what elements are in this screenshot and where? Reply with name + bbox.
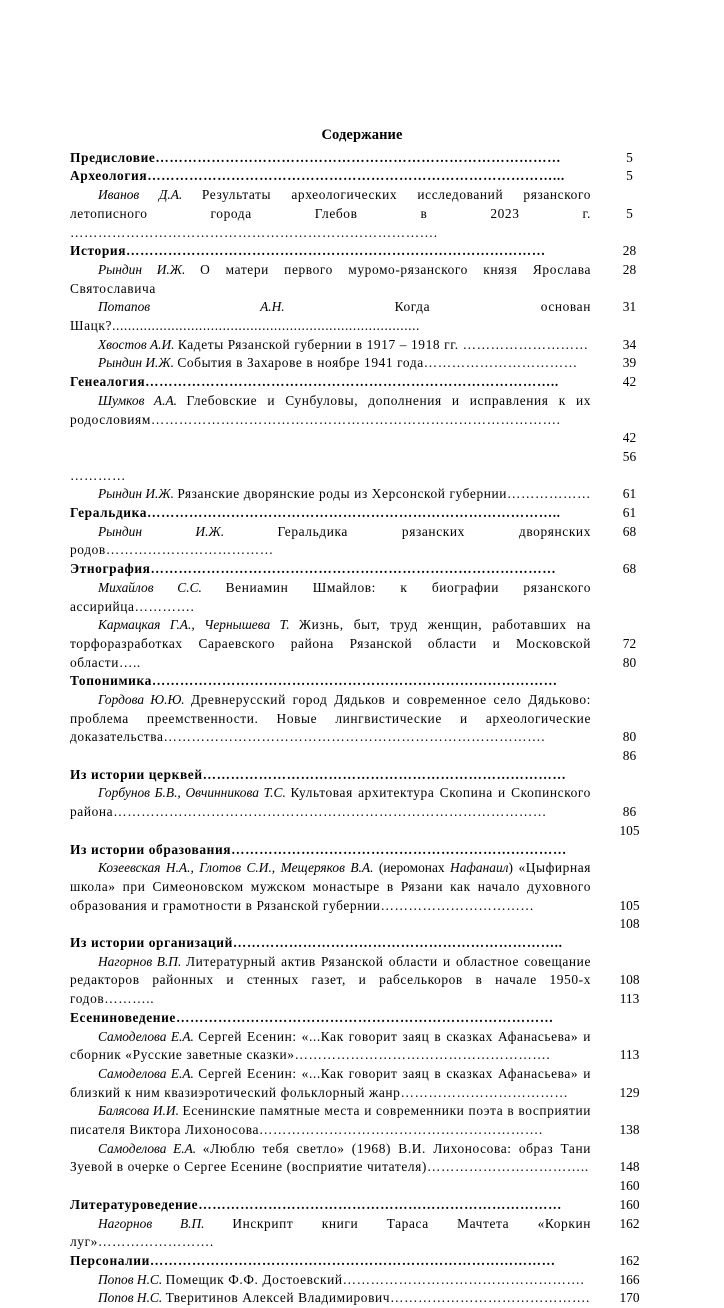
toc-page-number-start: 105 (619, 897, 640, 913)
toc-page-number (591, 953, 654, 1009)
toc-entry-title: Рязанские дворянские роды из Херсонской губернии……………… (177, 486, 591, 502)
toc-page-number (591, 616, 654, 672)
toc-entry-title: Из истории организаций…………………………………………………………….. (70, 935, 563, 950)
toc-entry-title: Археология……………………………………………………………………………... (70, 168, 565, 184)
toc-section-row[interactable] (70, 242, 654, 261)
toc-entry-title: Из истории образования……………………………………………………………… (70, 841, 567, 857)
toc-entry-label (70, 784, 591, 821)
toc-entry-row[interactable] (70, 1289, 654, 1308)
toc-entry-author: Нагорнов В.П. (98, 953, 182, 969)
toc-entry-title: Предисловие…………………………………………………………………………… (70, 149, 562, 165)
toc-page-number (591, 392, 654, 467)
toc-author-note-post: ) (508, 860, 519, 876)
toc-entry-label (70, 616, 591, 672)
toc-entry-row[interactable] (70, 1140, 654, 1196)
toc-entry-row[interactable] (70, 354, 654, 373)
toc-section-row[interactable] (70, 841, 654, 860)
toc-entry-title: Из истории церквей…………………………………………………………………… (70, 766, 567, 782)
toc-entry-row[interactable] (70, 186, 654, 242)
toc-entry-title: «Цыфирная школа» при Симеоновском мужском монастыре в Рязани как начало духовного образования и грамотности в Рязанской губернии…………………………… (70, 860, 592, 913)
toc-author-note-name: Нафанаил (450, 860, 509, 876)
toc-entry-author: Хвостов А.И. (98, 336, 175, 352)
toc-entry-author: Потапов А.Н. (98, 299, 285, 315)
toc-entry-label (70, 934, 591, 953)
toc-page-number-start: 72 (622, 635, 637, 651)
toc-page-number-end: 86 (622, 748, 637, 764)
toc-entry-label (70, 560, 591, 579)
toc-entry-label (70, 523, 591, 560)
toc-page-number-end: 56 (622, 448, 637, 464)
toc-entry-label (70, 242, 591, 261)
toc-list (70, 149, 654, 1308)
toc-entry-row[interactable] (70, 336, 654, 355)
toc-entry-title: Сергей Есенин: «...Как говорит заяц в сказках Афанасьева» и близкий к ним квазиэротический фольклорный жанр……………………………… (70, 1065, 591, 1100)
toc-entry-label (70, 149, 591, 168)
toc-entry-row[interactable] (70, 392, 654, 467)
toc-entry-row[interactable] (70, 579, 654, 616)
toc-entry-author: Самоделова Е.А. (98, 1140, 197, 1156)
table-of-contents (70, 126, 654, 1308)
toc-entry-title: Литературный актив Рязанской области и областное совещание редакторов районных и стенных газет, и рабселькоров в начале 1950-х годов……….. (70, 953, 591, 1007)
toc-entry-row[interactable] (70, 859, 654, 934)
toc-entry-title: Геральдика рязанских дворянских родов……………………………… (70, 523, 591, 558)
toc-page-number-end: 105 (619, 822, 640, 838)
toc-entry-label (70, 1215, 591, 1252)
toc-entry-row[interactable] (70, 784, 654, 840)
toc-entry-label (70, 485, 591, 504)
toc-entry-title: Когда основан Шацк?.............................................................................. (70, 299, 591, 334)
toc-entry-title: Жизнь, быт, труд женщин, работавших на торфоразработках Сараевского района Рязанской области и Московской области….. (70, 617, 591, 670)
toc-leader-fragment (70, 467, 654, 486)
toc-page-number: 162 (619, 1215, 640, 1231)
toc-entry-title: Культовая архитектура Скопина и Скопинского района………………………………………………………………………………… (70, 785, 591, 820)
toc-entry-label (70, 373, 591, 392)
toc-page-number: 5 (626, 168, 633, 184)
toc-page-number: 5 (626, 205, 633, 221)
toc-entry-author: Балясова И.И. (98, 1103, 179, 1119)
toc-section-row[interactable] (70, 934, 654, 953)
toc-page-number-end: 80 (622, 654, 637, 670)
toc-entry-row[interactable] (70, 953, 654, 1009)
toc-entry-row[interactable] (70, 523, 654, 560)
toc-page-number: 28 (622, 243, 637, 259)
toc-page-number: 5 (626, 149, 633, 165)
toc-entry-title: Есенинские памятные места и современники поэта в восприятии писателя Виктора Лихоносова……………………………………………………. (70, 1103, 591, 1138)
toc-entry-title: История……………………………………………………………………………… (70, 243, 546, 259)
toc-section-row[interactable] (70, 672, 654, 691)
toc-entry-title: Вениамин Шмайлов: к биографии рязанского ассирийца…………. (70, 579, 591, 614)
toc-entry-title: Есениноведение……………………………………………………………………… (70, 1009, 554, 1025)
toc-leader-dots: ………… (70, 467, 126, 483)
toc-entry-label (70, 1289, 591, 1308)
toc-entry-label (70, 1028, 591, 1065)
toc-page-number: 129 (619, 1084, 640, 1100)
toc-page-number: 166 (619, 1271, 640, 1287)
toc-entry-row[interactable] (70, 298, 654, 335)
toc-page-number (591, 859, 654, 934)
toc-entry-title: Сергей Есенин: «...Как говорит заяц в сказках Афанасьева» и сборник «Русские заветные сказки»………………………………………………. (70, 1028, 591, 1063)
toc-entry-title: Генеалогия…………………………………………………………………………….. (70, 374, 559, 390)
toc-entry-label (70, 354, 591, 373)
toc-entry-label (70, 953, 591, 1009)
toc-section-row[interactable] (70, 167, 654, 186)
toc-entry-row[interactable] (70, 616, 654, 672)
toc-page-number-start: 80 (622, 729, 637, 745)
toc-entry-label (70, 1140, 591, 1177)
toc-entry-label (70, 859, 591, 915)
toc-entry-label (70, 167, 591, 186)
toc-entry-title: Результаты археологических исследований рязанского летописного города Глебов в 2023 г. ……………………………………………………………………. (70, 187, 592, 240)
toc-entry-author: Рындин И.Ж. (98, 355, 174, 371)
toc-entry-title: Геральдика…………………………………………………………………………….. (70, 505, 561, 520)
toc-section-row[interactable] (70, 560, 654, 579)
toc-entry-label (70, 336, 591, 355)
toc-entry-label (70, 579, 591, 616)
toc-entry-label (70, 841, 591, 860)
toc-entry-row[interactable] (70, 691, 654, 766)
toc-entry-label (70, 1271, 591, 1290)
page-title: Содержание (321, 127, 403, 143)
toc-entry-title: События в Захарове в ноябре 1941 года…………………………… (177, 355, 578, 371)
toc-page-number-start: 42 (622, 430, 637, 446)
toc-entry-row[interactable] (70, 1102, 654, 1139)
toc-entry-author: Рындин И.Ж. (98, 261, 186, 277)
toc-entry-author: Самоделова Е.А. (98, 1065, 194, 1081)
toc-entry-label (70, 1065, 591, 1102)
toc-page-number: 170 (619, 1290, 640, 1306)
toc-entry-label (70, 504, 591, 523)
toc-entry-author: Горбунов Б.В., Овчинникова Т.С. (98, 785, 286, 801)
toc-entry-author: Попов Н.С. (98, 1271, 163, 1287)
toc-entry-author: Кармацкая Г.А., Чернышева Т. (98, 617, 290, 633)
toc-entry-row[interactable] (70, 261, 654, 298)
toc-entry-row[interactable] (70, 1271, 654, 1290)
toc-entry-label (70, 186, 591, 242)
toc-entry-title: Литературоведение…………………………………………………………………… (70, 1196, 562, 1212)
toc-page-number: 39 (622, 355, 637, 371)
toc-entry-author: Козеевская Н.А., Глотов С.И., Мещеряков В.А. (98, 860, 374, 876)
toc-section-row[interactable] (70, 373, 654, 392)
toc-entry-label (70, 1252, 591, 1271)
toc-entry-author: Самоделова Е.А. (98, 1028, 194, 1044)
toc-page-number: 68 (622, 561, 637, 577)
toc-entry-label (70, 261, 591, 298)
toc-entry-row[interactable] (70, 1215, 654, 1252)
toc-entry-row[interactable] (70, 1065, 654, 1102)
toc-page-number-start: 86 (622, 804, 637, 820)
toc-entry-label (70, 691, 591, 747)
toc-entry-title: «Люблю тебя светло» (1968) В.И. Лихоносова: образ Тани Зуевой в очерке о Сергее Есенине (восприятие читателя)…………………………….. (70, 1140, 591, 1175)
toc-page-number-start: 108 (619, 972, 640, 988)
toc-entry-author: Шумков А.А. (98, 392, 177, 408)
toc-entry-label (70, 672, 591, 691)
toc-entry-title: Тверитинов Алексей Владимирович……………………………………. (165, 1290, 590, 1306)
toc-entry-row[interactable] (70, 1028, 654, 1065)
toc-entry-title: Кадеты Рязанской губернии в 1917 – 1918 гг. ……………………… (177, 336, 589, 352)
toc-author-note-pre: (иеромонах (373, 860, 451, 876)
toc-entry-title: Персоналии…………………………………………………………………………… (70, 1252, 556, 1268)
toc-entry-author: Рындин И.Ж. (98, 523, 225, 539)
toc-page-number: 61 (622, 486, 637, 502)
toc-page-number-end: 160 (619, 1178, 640, 1194)
toc-entry-title: Этнография…………………………………………………………………………… (70, 561, 557, 577)
toc-entry-author: Гордова Ю.Ю. (98, 692, 185, 708)
toc-entry-author: Попов Н.С. (98, 1290, 163, 1306)
toc-entry-label (70, 392, 591, 429)
toc-page-number (591, 1140, 654, 1196)
toc-entry-author: Иванов Д.А. (98, 187, 183, 203)
toc-page-number: 68 (622, 523, 637, 539)
toc-page-number: 113 (619, 1047, 640, 1063)
toc-entry-title: Древнерусский город Дядьков и современное село Дядьково: проблема преемственности. Новые лингвистические и археологические доказательства………………………………………………………………………. (70, 692, 591, 745)
toc-entry-title: Инскрипт книги Тараса Мачтета «Коркин луг»……………………. (70, 1215, 591, 1250)
toc-section-row[interactable] (70, 1009, 654, 1028)
toc-page-number: 160 (619, 1196, 640, 1212)
toc-page-number-end: 113 (619, 991, 640, 1007)
toc-entry-title: Глебовские и Сунбуловы, дополнения и исправления к их родословиям……………………………………………………………………………. (70, 392, 592, 427)
toc-page-number: 31 (622, 299, 637, 315)
toc-entry-author: Рындин И.Ж. (98, 486, 174, 502)
toc-entry-title: О матери первого муромо-рязанского князя Ярослава Святославича (70, 261, 591, 296)
toc-section-row[interactable] (70, 1252, 654, 1271)
toc-page-number: 162 (619, 1252, 640, 1268)
toc-entry-author: Михайлов С.С. (98, 579, 202, 595)
toc-entry-author: Нагорнов В.П. (98, 1215, 205, 1231)
toc-section-row[interactable] (70, 149, 654, 168)
toc-entry-title: Топонимика…………………………………………………………………………… (70, 673, 558, 689)
toc-page-number (591, 691, 654, 766)
toc-entry-row[interactable] (70, 485, 654, 504)
toc-entry-title: Помещик Ф.Ф. Достоевский……………………………………………. (165, 1271, 585, 1287)
toc-entry-label (70, 1009, 591, 1028)
toc-page-number-end: 108 (619, 916, 640, 932)
toc-entry-label (70, 298, 591, 335)
toc-page-number: 42 (622, 374, 637, 390)
toc-page-number: 138 (619, 1122, 640, 1138)
toc-entry-label (70, 1196, 591, 1215)
toc-page-number (591, 784, 654, 840)
toc-section-row[interactable] (70, 766, 654, 785)
toc-page-number: 61 (622, 505, 637, 520)
toc-page-number: 28 (622, 261, 637, 277)
toc-entry-label (70, 1102, 591, 1139)
toc-section-row[interactable] (70, 1196, 654, 1215)
toc-entry-label (70, 766, 591, 785)
toc-page-number-start: 148 (619, 1159, 640, 1175)
toc-page-number: 34 (622, 336, 637, 352)
toc-section-row[interactable] (70, 504, 654, 523)
